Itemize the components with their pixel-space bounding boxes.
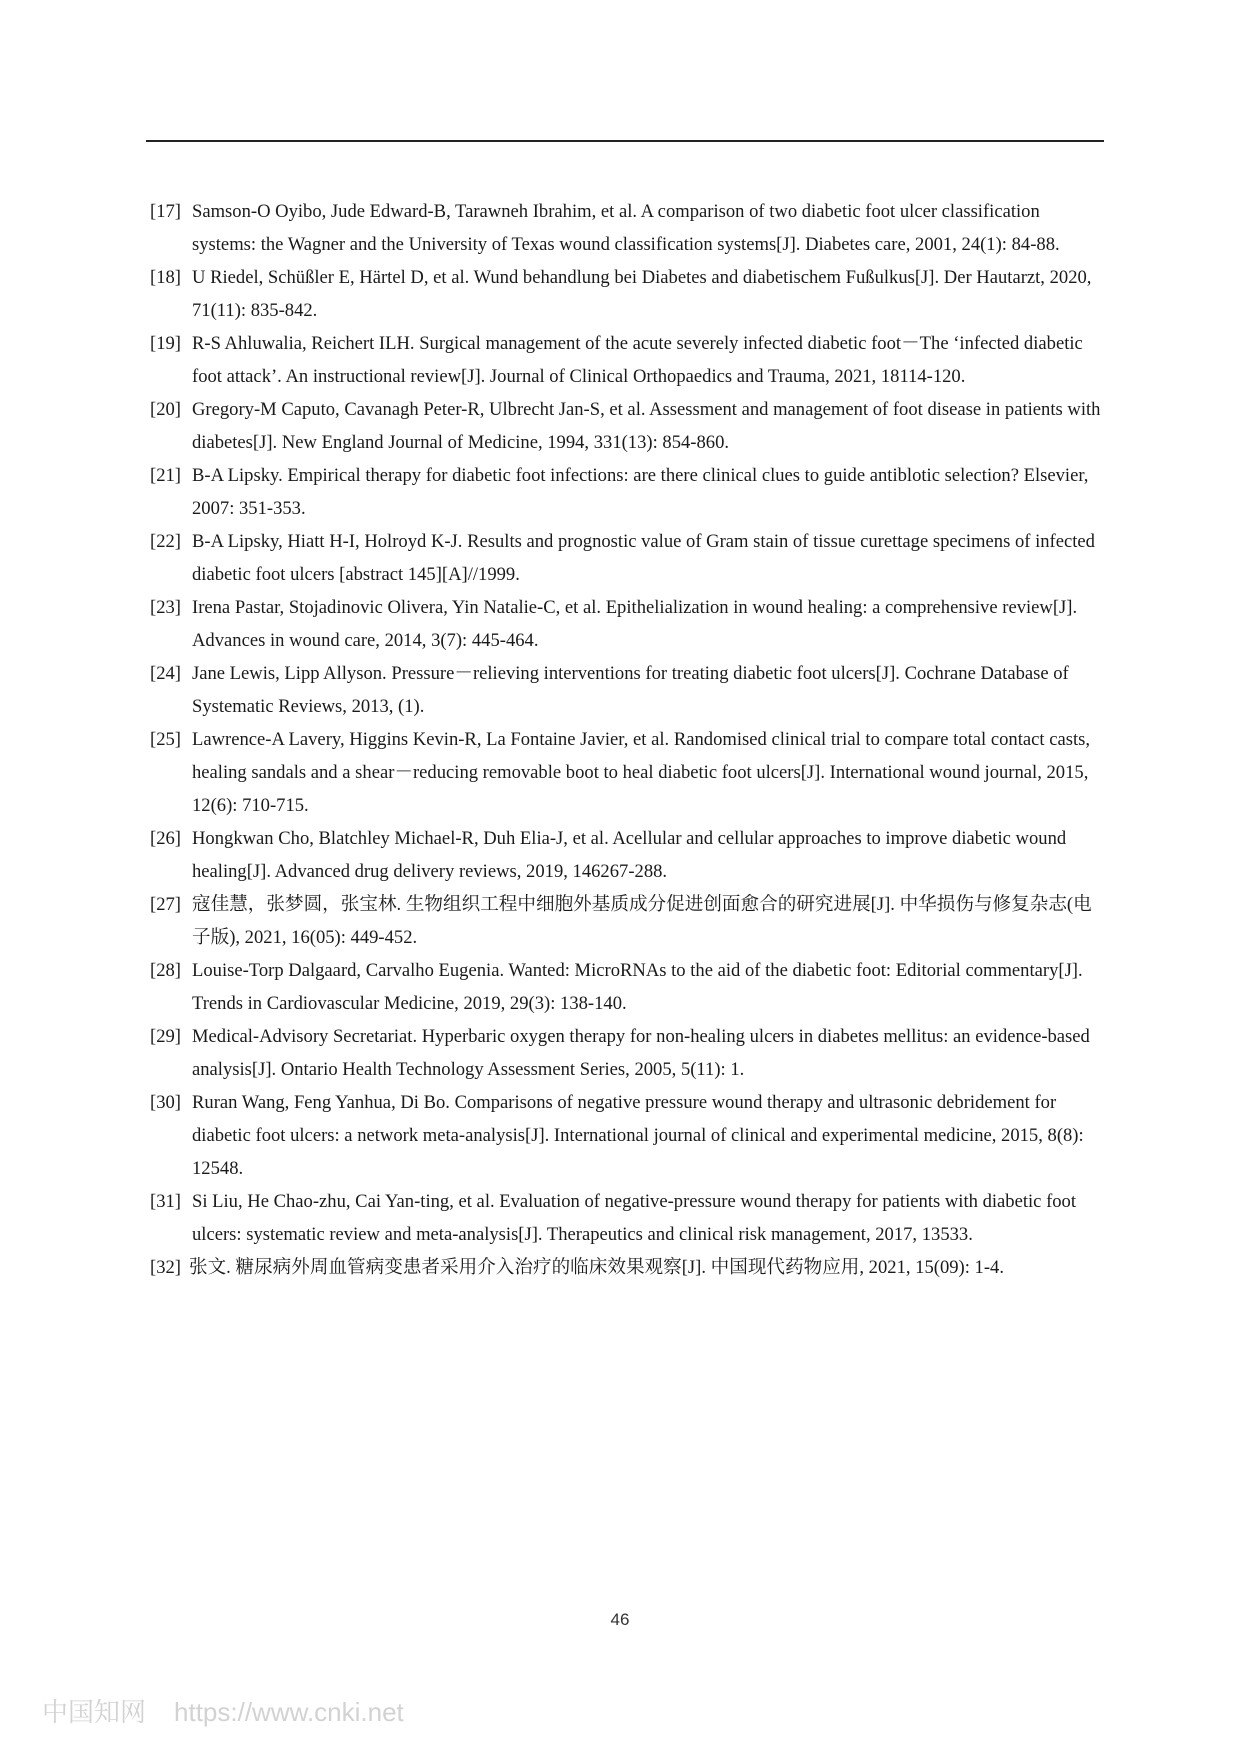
watermark: [42, 1692, 404, 1729]
reference-number: [29]: [150, 1026, 181, 1047]
reference-list: [150, 195, 1102, 1284]
reference-number: [28]: [150, 960, 181, 981]
reference-number: [32]: [150, 1257, 181, 1278]
reference-number: [22]: [150, 531, 181, 552]
reference-text: U Riedel, Schüßler E, Härtel D, et al. Wund behandlung bei Diabetes and diabetischem Fußulkus[J]. Der Hautarzt, 2020, 71(11): 835-842.: [192, 267, 1092, 321]
reference-item: [150, 327, 1102, 393]
reference-number: [30]: [150, 1092, 181, 1113]
reference-text: Samson-O Oyibo, Jude Edward-B, Tarawneh Ibrahim, et al. A comparison of two diabetic foot ulcer classification systems: the Wagner and the University of Texas wound classification systems[J]. Diabetes care, 2001, 24(1): 84-88.: [192, 201, 1060, 255]
reference-text: Si Liu, He Chao-zhu, Cai Yan-ting, et al. Evaluation of negative-pressure wound therapy for patients with diabetic foot ulcers: systematic review and meta-analysis[J]. Therapeutics and clinical risk management, 2017, 13533.: [192, 1191, 1077, 1245]
reference-item: [150, 1185, 1102, 1251]
reference-item: [150, 1251, 1102, 1284]
header-rule: [146, 140, 1104, 142]
reference-item: [150, 657, 1102, 723]
reference-text: 张文. 糖尿病外周血管病变患者采用介入治疗的临床效果观察[J]. 中国现代药物应用, 2021, 15(09): 1-4.: [188, 1257, 1004, 1278]
reference-text: Irena Pastar, Stojadinovic Olivera, Yin Natalie-C, et al. Epithelialization in wound healing: a comprehensive review[J]. Advances in wound care, 2014, 3(7): 445-464.: [192, 597, 1078, 651]
reference-item: [150, 954, 1102, 1020]
reference-item: [150, 1086, 1102, 1185]
reference-text: Ruran Wang, Feng Yanhua, Di Bo. Comparisons of negative pressure wound therapy and ultrasonic debridement for diabetic foot ulcers: a network meta-analysis[J]. International journal of clinical and experimental medicine, 2015, 8(8): 12548.: [192, 1092, 1084, 1179]
reference-text: Medical-Advisory Secretariat. Hyperbaric oxygen therapy for non-healing ulcers in diabetes mellitus: an evidence-based analysis[J]. Ontario Health Technology Assessment Series, 2005, 5(11): 1.: [192, 1026, 1090, 1080]
reference-text: Hongkwan Cho, Blatchley Michael-R, Duh Elia-J, et al. Acellular and cellular approaches to improve diabetic wound healing[J]. Advanced drug delivery reviews, 2019, 146267-288.: [192, 828, 1067, 882]
reference-item: [150, 822, 1102, 888]
reference-number: [26]: [150, 828, 181, 849]
reference-text: Jane Lewis, Lipp Allyson. Pressure－relieving interventions for treating diabetic foot ulcers[J]. Cochrane Database of Systematic Reviews, 2013, (1).: [192, 663, 1069, 717]
reference-text: B-A Lipsky, Hiatt H-I, Holroyd K-J. Results and prognostic value of Gram stain of tissue curettage specimens of infected diabetic foot ulcers [abstract 145][A]//1999.: [192, 531, 1095, 585]
reference-item: [150, 723, 1102, 822]
reference-number: [31]: [150, 1191, 181, 1212]
reference-number: [27]: [150, 894, 181, 915]
reference-text: B-A Lipsky. Empirical therapy for diabetic foot infections: are there clinical clues to guide antiblotic selection? Elsevier, 2007: 351-353.: [192, 465, 1089, 519]
reference-number: [20]: [150, 399, 181, 420]
reference-item: [150, 888, 1102, 954]
watermark-url: https://www.cnki.net: [174, 1697, 404, 1727]
page-number: 46: [610, 1610, 630, 1629]
reference-item: [150, 261, 1102, 327]
reference-number: [17]: [150, 201, 181, 222]
reference-text: Louise-Torp Dalgaard, Carvalho Eugenia. Wanted: MicroRNAs to the aid of the diabetic foot: Editorial commentary[J]. Trends in Cardiovascular Medicine, 2019, 29(3): 138-140.: [192, 960, 1083, 1014]
reference-item: [150, 1020, 1102, 1086]
reference-item: [150, 195, 1102, 261]
reference-text: Lawrence-A Lavery, Higgins Kevin-R, La Fontaine Javier, et al. Randomised clinical trial to compare total contact casts, healing sandals and a shear－reducing removable boot to heal diabetic foot ulcers[J]. International wound journal, 2015, 12(6): 710-715.: [192, 729, 1090, 816]
reference-item: [150, 459, 1102, 525]
reference-number: [25]: [150, 729, 181, 750]
reference-text: Gregory-M Caputo, Cavanagh Peter-R, Ulbrecht Jan-S, et al. Assessment and management of foot disease in patients with diabetes[J]. New England Journal of Medicine, 1994, 331(13): 854-860.: [192, 399, 1101, 453]
reference-item: [150, 393, 1102, 459]
reference-number: [18]: [150, 267, 181, 288]
watermark-brand: 中国知网: [42, 1697, 147, 1727]
reference-text: R-S Ahluwalia, Reichert ILH. Surgical management of the acute severely infected diabetic foot－The ‘infected diabetic foot attack’. An instructional review[J]. Journal of Clinical Orthopaedics and Trauma, 2021, 18114-120.: [192, 333, 1083, 387]
reference-number: [23]: [150, 597, 181, 618]
reference-item: [150, 525, 1102, 591]
reference-item: [150, 591, 1102, 657]
reference-number: [24]: [150, 663, 181, 684]
reference-number: [21]: [150, 465, 181, 486]
reference-number: [19]: [150, 333, 181, 354]
reference-text: 寇佳慧，张梦圆，张宝林. 生物组织工程中细胞外基质成分促进创面愈合的研究进展[J]. 中华损伤与修复杂志(电子版), 2021, 16(05): 449-452.: [192, 894, 1092, 948]
